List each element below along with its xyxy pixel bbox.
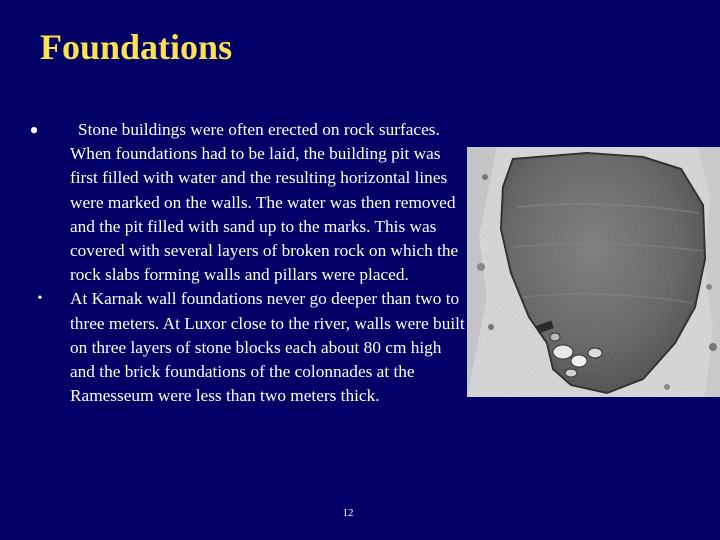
- bullet-text: Stone buildings were often erected on rock surfaces. When foundations had to be laid, the building pit was first filled with water and the resulting horizontal lines were marked on the walls. The water was then removed and the pit filled with sand up to the marks. This was covered with several layers of broken rock on which the rock slabs forming walls and pillars were placed.: [70, 120, 459, 285]
- bullet-item: [28, 118, 468, 287]
- bullet-text: At Karnak wall foundations never go deeper than two to three meters. At Luxor close to the river, walls were built on three layers of stone blocks each about 80 cm high and the brick foundations of the colonnades at the Ramesseum were less than two meters thick.: [70, 289, 465, 406]
- foundation-pit-photo: [467, 147, 720, 397]
- bullet-icon: •: [37, 291, 43, 307]
- bullet-item: [28, 287, 468, 408]
- bullet-icon: •: [29, 116, 39, 145]
- slide-title: Foundations: [40, 27, 233, 67]
- page-number: 12: [342, 507, 354, 519]
- bullet-list: [28, 118, 468, 408]
